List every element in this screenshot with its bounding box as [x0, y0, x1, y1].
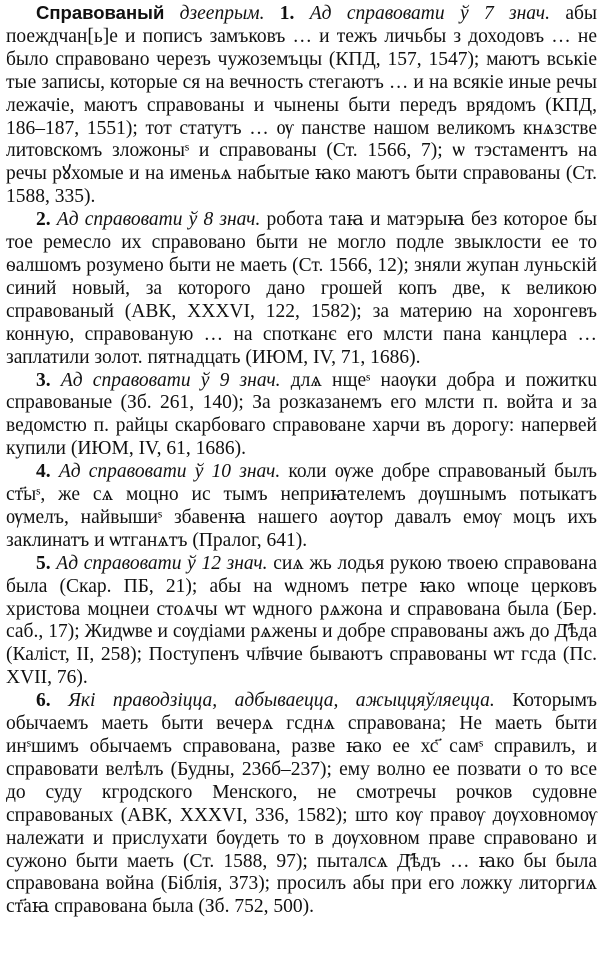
sense-number: 2. — [36, 209, 51, 231]
sense-number: 1. — [279, 3, 295, 24]
sense-text: робота таꙗ и матэрыꙗ без которое бы тое ремесло их справовано быти не могло подле звыклости ее то ѳалшомъ розумено быти не маеть (Ст. 1566, 12); зняли жупан луньскій синий новый, за которого дано грошей копъ две, к великою справованый (АВК, XXXVI, 122, 1582); за материю на хоронгевъ конную, справованую … на спотканє его млсти пана канцлера … заплатили золот. пятнадцать (ИЮМ, IV, 71, 1686). — [6, 209, 597, 368]
sense-text: Которымъ обычаемъ маеть быти вечерѧ гсднѧ справована; Не маеть быти инˢшимъ обычаемъ справована, разве ꙗко ее хс҃ самˢ справилъ, и справовати велѣлъ (Будны, 236б–237); ему волно ее позвати о то все до суду кгродского Менского, не смотречы рочков судовне справованых (АВК, XXXVI, 336, 1582); што кѹ правѹ дѹховномѹ належати и прислухати бѹдеть то в дѹховном праве справовано и сужоно быти маеть (Ст. 1588, 97); пыталсѧ Д҃ѣдъ … ꙗко бы была справована война (Біблія, 373); просилъ абы при его ложку литоргиѧ ст҃аꙗ справована была (Зб. 752, 500). — [6, 690, 598, 918]
sense-5 — [6, 553, 597, 690]
sense-number: 3. — [36, 369, 51, 391]
sense-number: 5. — [36, 552, 51, 574]
sense-text: сиѧ жь лодья рукою твоею справована была (Скар. ПБ, 21); абы на ѡдномъ петре ꙗко ѡпоце церковъ христова моцнеи стоѧчы ѡт ѡдного рѧжона и справована была (Бер. саб., 17); Жидѡве и сѹдіами рѧжены и добре справованы ажъ до Д҃ѣда (Каліст, II, 258); Поступенъ чл҃вчие бываютъ справованы ѡт гсда (Пс. XVII, 76). — [6, 552, 598, 689]
sense-label: Ад справовати ў 9 знач. — [60, 369, 281, 391]
sense-3 — [6, 370, 597, 462]
sense-6 — [6, 690, 597, 919]
sense-4 — [6, 461, 597, 553]
sense-label: Ад справовати ў 10 знач. — [58, 461, 281, 483]
sense-text: коли ѹже добре справованый былъ ст҃ыˢ, же сѧ моцно ис тымъ неприꙗтелемъ дѹшнымъ потыкатъ ѹмелъ, найвышиˢ збавенꙗ нашего аѹтор давалъ емѹ моцъ ихъ заклинатъ и ѡтганѧтъ (Пралог, 641). — [6, 461, 598, 551]
sense-label: Ад справовати ў 12 знач. — [56, 552, 268, 574]
sense-label: Які праводзіцца, адбываецца, ажыццяўляецца. — [68, 690, 495, 712]
sense-1 — [6, 2, 597, 209]
headword-note: дзеепрым. — [179, 3, 265, 24]
sense-text: абы поеждчан[ь]е и пописъ замъковъ … и тежъ личьбы з доходовъ … не было справовано черезъ чужоземъцы (КПД, 157, 1547); маютъ вськіе тые записы, которые ся на вечность стегаютъ … и на всякіе иные речы лежачіе, маютъ справованы и чынены быти передъ врядомъ (КПД, 186–187, 1551); тот статутъ … ѹ панстве нашом великомъ кнѧзстве литовскомъ зложоныˢ и справованы (Ст. 1566, 7); ѡ тэстаментъ на речы рꙋхомые и на именьѧ набытые ꙗко маютъ быти справованы (Ст. 1588, 335). — [6, 3, 597, 208]
sense-2 — [6, 209, 597, 369]
sense-label: Ад справовати ў 8 знач. — [56, 209, 261, 231]
sense-number: 4. — [36, 461, 51, 483]
sense-label: Ад справовати ў 7 знач. — [309, 3, 550, 24]
headword: Справованый — [36, 2, 165, 23]
sense-text: длѧ нщеˢ наѹки добра и пожиткu справованые (Зб. 261, 140); За розказанемъ его млсти п. войта и за ведомстю п. райцы скарбоваго справоване харчи въ дорогу: напервей купили (ИЮМ, IV, 61, 1686). — [6, 369, 597, 460]
sense-number: 6. — [36, 690, 51, 712]
